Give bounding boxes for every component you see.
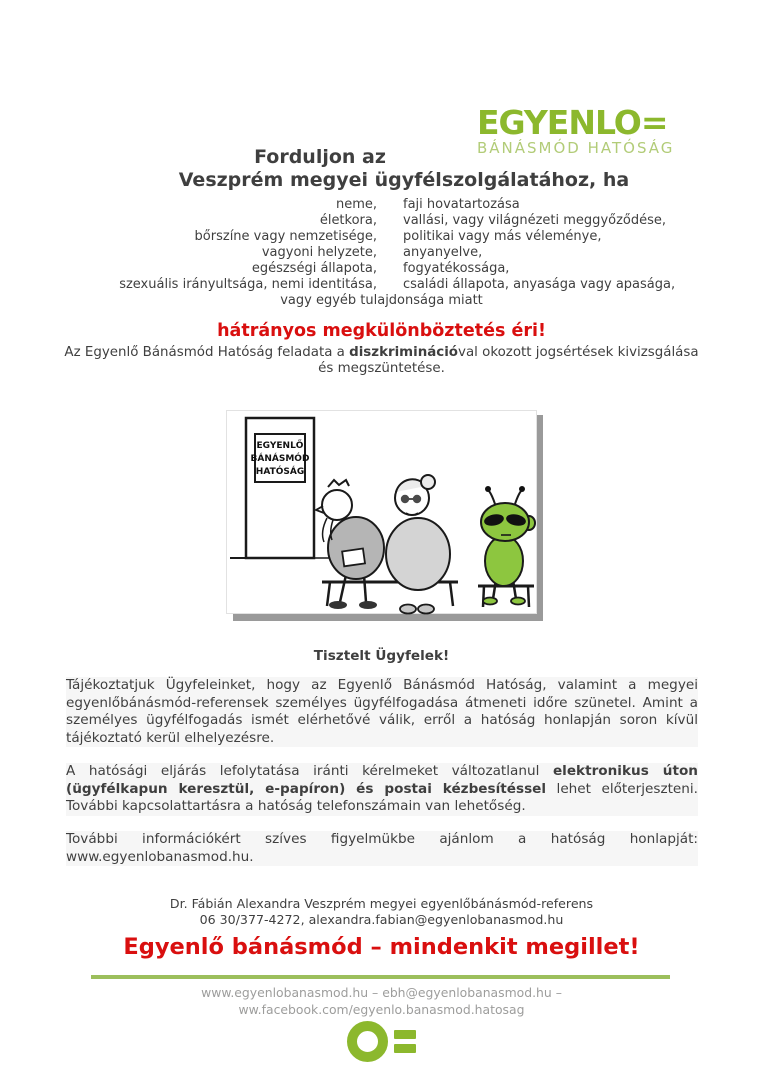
- p2-text-pre: A hatósági eljárás lefolytatása iránti kérelmeket változatlanul: [66, 763, 553, 779]
- title-line-1: Forduljon az: [254, 146, 386, 168]
- door-sign-line3: HATÓSÁG: [255, 467, 305, 477]
- ground-left: egészségi állapota,: [251, 261, 377, 276]
- ground-right: faji hovatartozása: [403, 197, 520, 212]
- frame-shadow-right: [537, 415, 543, 614]
- ground-left: vagyoni helyzete,: [261, 245, 377, 260]
- frame-shadow-bottom: [233, 614, 543, 621]
- grounds-row: [0, 213, 763, 229]
- ground-right: anyanyelve,: [403, 245, 483, 260]
- p2-text-bold: elektronikus úton (ügyfélkapun keresztül, e-papíron) és postai kézbesítéssel: [66, 763, 698, 797]
- notice-paragraph-3: További információkért szíves figyelmükbe ajánlom a hatóság honlapját: www.egyenlobanasmod.hu.: [66, 831, 698, 865]
- grounds-row: [0, 245, 763, 261]
- o-ring-icon: [347, 1021, 388, 1062]
- task-text-bold: diszkrimináció: [349, 345, 459, 360]
- equals-bar-bottom: [394, 1044, 416, 1053]
- grounds-row: [0, 197, 763, 213]
- contact-person-line: Dr. Fábián Alexandra Veszprém megyei egyenlőbánásmód-referens: [169, 896, 594, 911]
- ground-left: bőrszíne vagy nemzetisége,: [194, 229, 377, 244]
- cartoon-illustration: [226, 410, 544, 622]
- ground-right: vallási, vagy világnézeti meggyőződése,: [403, 213, 667, 228]
- ebh-logo-subtitle: BÁNÁSMÓD HATÓSÁG: [477, 139, 675, 157]
- slogan-heading: Egyenlő bánásmód – mindenkit megillet!: [123, 934, 640, 960]
- footer-links-line1: www.egyenlobanasmod.hu – ebh@egyenlobanasmod.hu –: [201, 985, 562, 1000]
- ground-right: politikai vagy más véleménye,: [403, 229, 602, 244]
- door-sign-line1: EGYENLŐ: [256, 441, 304, 451]
- door-sign-line2: BÁNÁSMÓD: [250, 454, 310, 464]
- authority-task-text: [41, 345, 722, 376]
- equals-bar-top: [394, 1030, 416, 1039]
- ground-left: neme,: [335, 197, 377, 212]
- task-text-pre: Az Egyenlő Bánásmód Hatóság feladata a: [64, 345, 350, 360]
- grounds-row: [0, 229, 763, 245]
- ground-left: életkora,: [319, 213, 377, 228]
- notice-paragraph-1: Tájékoztatjuk Ügyfeleinket, hogy az Egyenlő Bánásmód Hatóság, valamint a megyei egyenlőbánásmód-referensek személyes ügyfélfogadása átmeneti időre szünetel. Amint a személyes ügyfélfogadás ismét elérhetővé válik, erről a hatóság honlapján soron kívül tájékoztató kerül elhelyezésre.: [66, 677, 698, 746]
- grounds-row: [0, 261, 763, 277]
- notice-paragraph-2: [66, 763, 698, 816]
- green-divider: [91, 975, 670, 979]
- task-text-post: val okozott jogsértések kivizsgálása: [458, 345, 699, 360]
- salutation-heading: Tisztelt Ügyfelek!: [313, 648, 450, 664]
- p2-text-post: lehet előterjeszteni. További kapcsolattartásra a hatóság telefonszámain van lehetőség.: [66, 780, 698, 815]
- ground-right: fogyatékossága,: [403, 261, 510, 276]
- grounds-row: [0, 277, 763, 293]
- grounds-footer: vagy egyéb tulajdonsága miatt: [280, 293, 483, 308]
- alert-headline: hátrányos megkülönböztetés éri!: [217, 321, 546, 341]
- ground-right: családi állapota, anyasága vagy apasága,: [403, 277, 676, 292]
- ground-left: szexuális irányultsága, nemi identitása,: [119, 277, 377, 292]
- title-line-2: Veszprém megyei ügyfélszolgálatához, ha: [178, 169, 630, 191]
- task-text-line2: és megszüntetése.: [318, 360, 445, 376]
- ebh-mark: [0, 1021, 763, 1062]
- discrimination-grounds-list: [0, 197, 763, 309]
- contact-phone-email-line: 06 30/377-4272, alexandra.fabian@egyenlobanasmod.hu: [199, 912, 564, 927]
- ebh-logo-wordmark: EGYENLO=: [477, 103, 668, 142]
- waiting-room-cartoon: [226, 410, 544, 622]
- equals-icon: [394, 1030, 416, 1053]
- footer-links-line2: ww.facebook.com/egyenlo.banasmod.hatosag: [238, 1002, 525, 1017]
